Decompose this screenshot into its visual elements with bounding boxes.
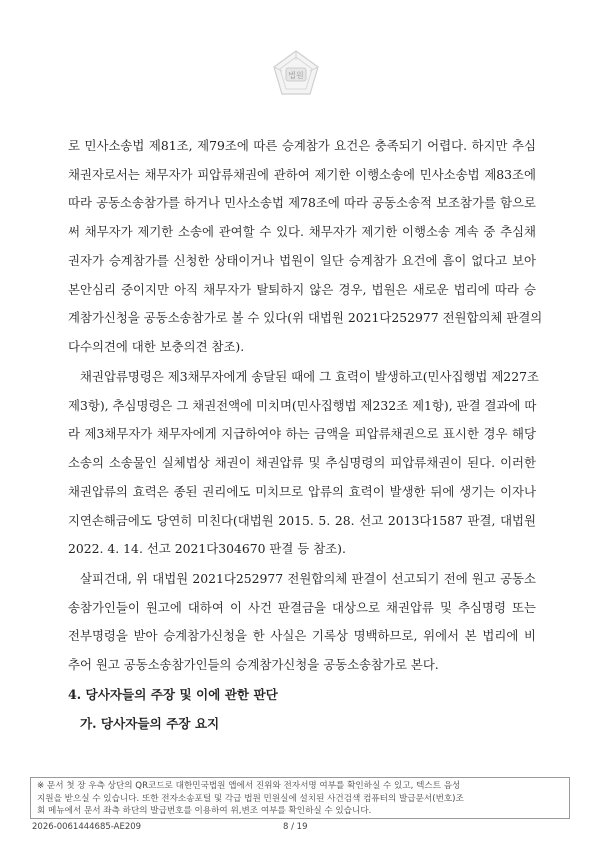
text-line: 써 채무자가 제기한 소송에 관여할 수 있다. 채무자가 제기한 이행소송 계속 중 추심채 [68,224,536,240]
text-line: 채권압류명령은 제3채무자에게 송달된 때에 그 효력이 발생하고(민사집행법 제227조 [80,369,539,384]
court-seal-logo [270,48,322,98]
text-line: 라 제3채무자가 채무자에게 지급하여야 하는 금액을 피압류채권으로 표시한 경우 해당 [68,426,536,442]
text-line: 제3항), 추심명령은 그 채권전액에 미치며(민사집행법 제232조 제1항), 판결 결과에 따 [68,397,537,413]
text-line: 계참가신청을 공동소송참가로 볼 수 있다(위 대법원 2021다252977 전원합의체 판결의 [68,310,543,326]
notice-line: 회 메뉴에서 문서 좌측 하단의 발급번호를 이용하여 위,변조 여부를 확인하실 수 있습니다. [37,806,372,816]
text-line: 채권압류의 효력은 종된 권리에도 미치므로 압류의 효력이 발생한 뒤에 생기는 이자나 [68,483,536,499]
text-line: 다수의견에 대한 보충의견 참조). [68,338,245,354]
notice-line: 지원을 받으실 수 있습니다. 또한 전자소송포털 및 각급 법원 민원실에 설치된 사건검색 컴퓨터의 발급문서(번호)조 [37,793,464,804]
text-line: 2022. 4. 14. 선고 2021다304670 판결 등 참조). [68,541,346,557]
section-heading: 4. 당사자들의 주장 및 이에 관한 판단 [68,687,278,702]
subsection-heading: 가. 당사자들의 주장 요지 [80,716,220,731]
text-line: 따라 공동소송참가를 하거나 민사소송법 제78조에 따라 공동소송적 보조참가를 함으로 [68,195,536,211]
text-line: 소송의 소송물인 실체법상 채권이 채권압류 및 추심명령의 피압류채권이 된다. 이러한 [68,455,536,471]
text-line: 권자가 승계참가를 신청한 상태이거나 법원이 일단 승계참가 요건에 흠이 없다고 보아 [68,252,536,268]
text-line: 전부명령을 받아 승계참가신청을 한 사실은 기록상 명백하므로, 위에서 본 법리에 비 [68,628,536,644]
text-line: 본안심리 중이지만 아직 채무자가 탈퇴하지 않은 경우, 법원은 새로운 법리에 따라 승 [68,281,536,297]
text-line: 지연손해금에도 당연히 미친다(대법원 2015. 5. 28. 선고 2013다1587 판결, 대법원 [68,512,536,528]
seal-text: 법원 [288,71,304,80]
text-line: 살피건대, 위 대법원 2021다252977 전원합의체 판결이 선고되기 전에 원고 공동소 [80,571,536,586]
text-line: 추어 원고 공동소송참가인들의 승계참가신청을 공동소송참가로 본다. [68,657,439,673]
verification-notice [30,777,570,819]
text-line: 로 민사소송법 제81조, 제79조에 따른 승계참가 요건은 충족되기 어렵다. 하지만 추심 [68,138,536,153]
page-number: 8 / 19 [283,822,308,832]
document-id: 2026-0061444685-AE209 [32,822,142,832]
text-line: 채권자로서는 채무자가 피압류채권에 관하여 제기한 이행소송에 민사소송법 제83조에 [68,166,536,182]
paragraph-2 [68,363,539,564]
paragraph-1 [68,132,543,362]
text-line: 송참가인들이 원고에 대하여 이 사건 판결금을 대상으로 채권압류 및 추심명령 또는 [68,599,536,615]
notice-line: ※ 문서 첫 장 우측 상단의 QR코드로 대한민국법원 앱에서 진위와 전자서명 여부를 확인하실 수 있고, 텍스트 음성 [37,781,461,791]
paragraph-3 [68,565,536,680]
